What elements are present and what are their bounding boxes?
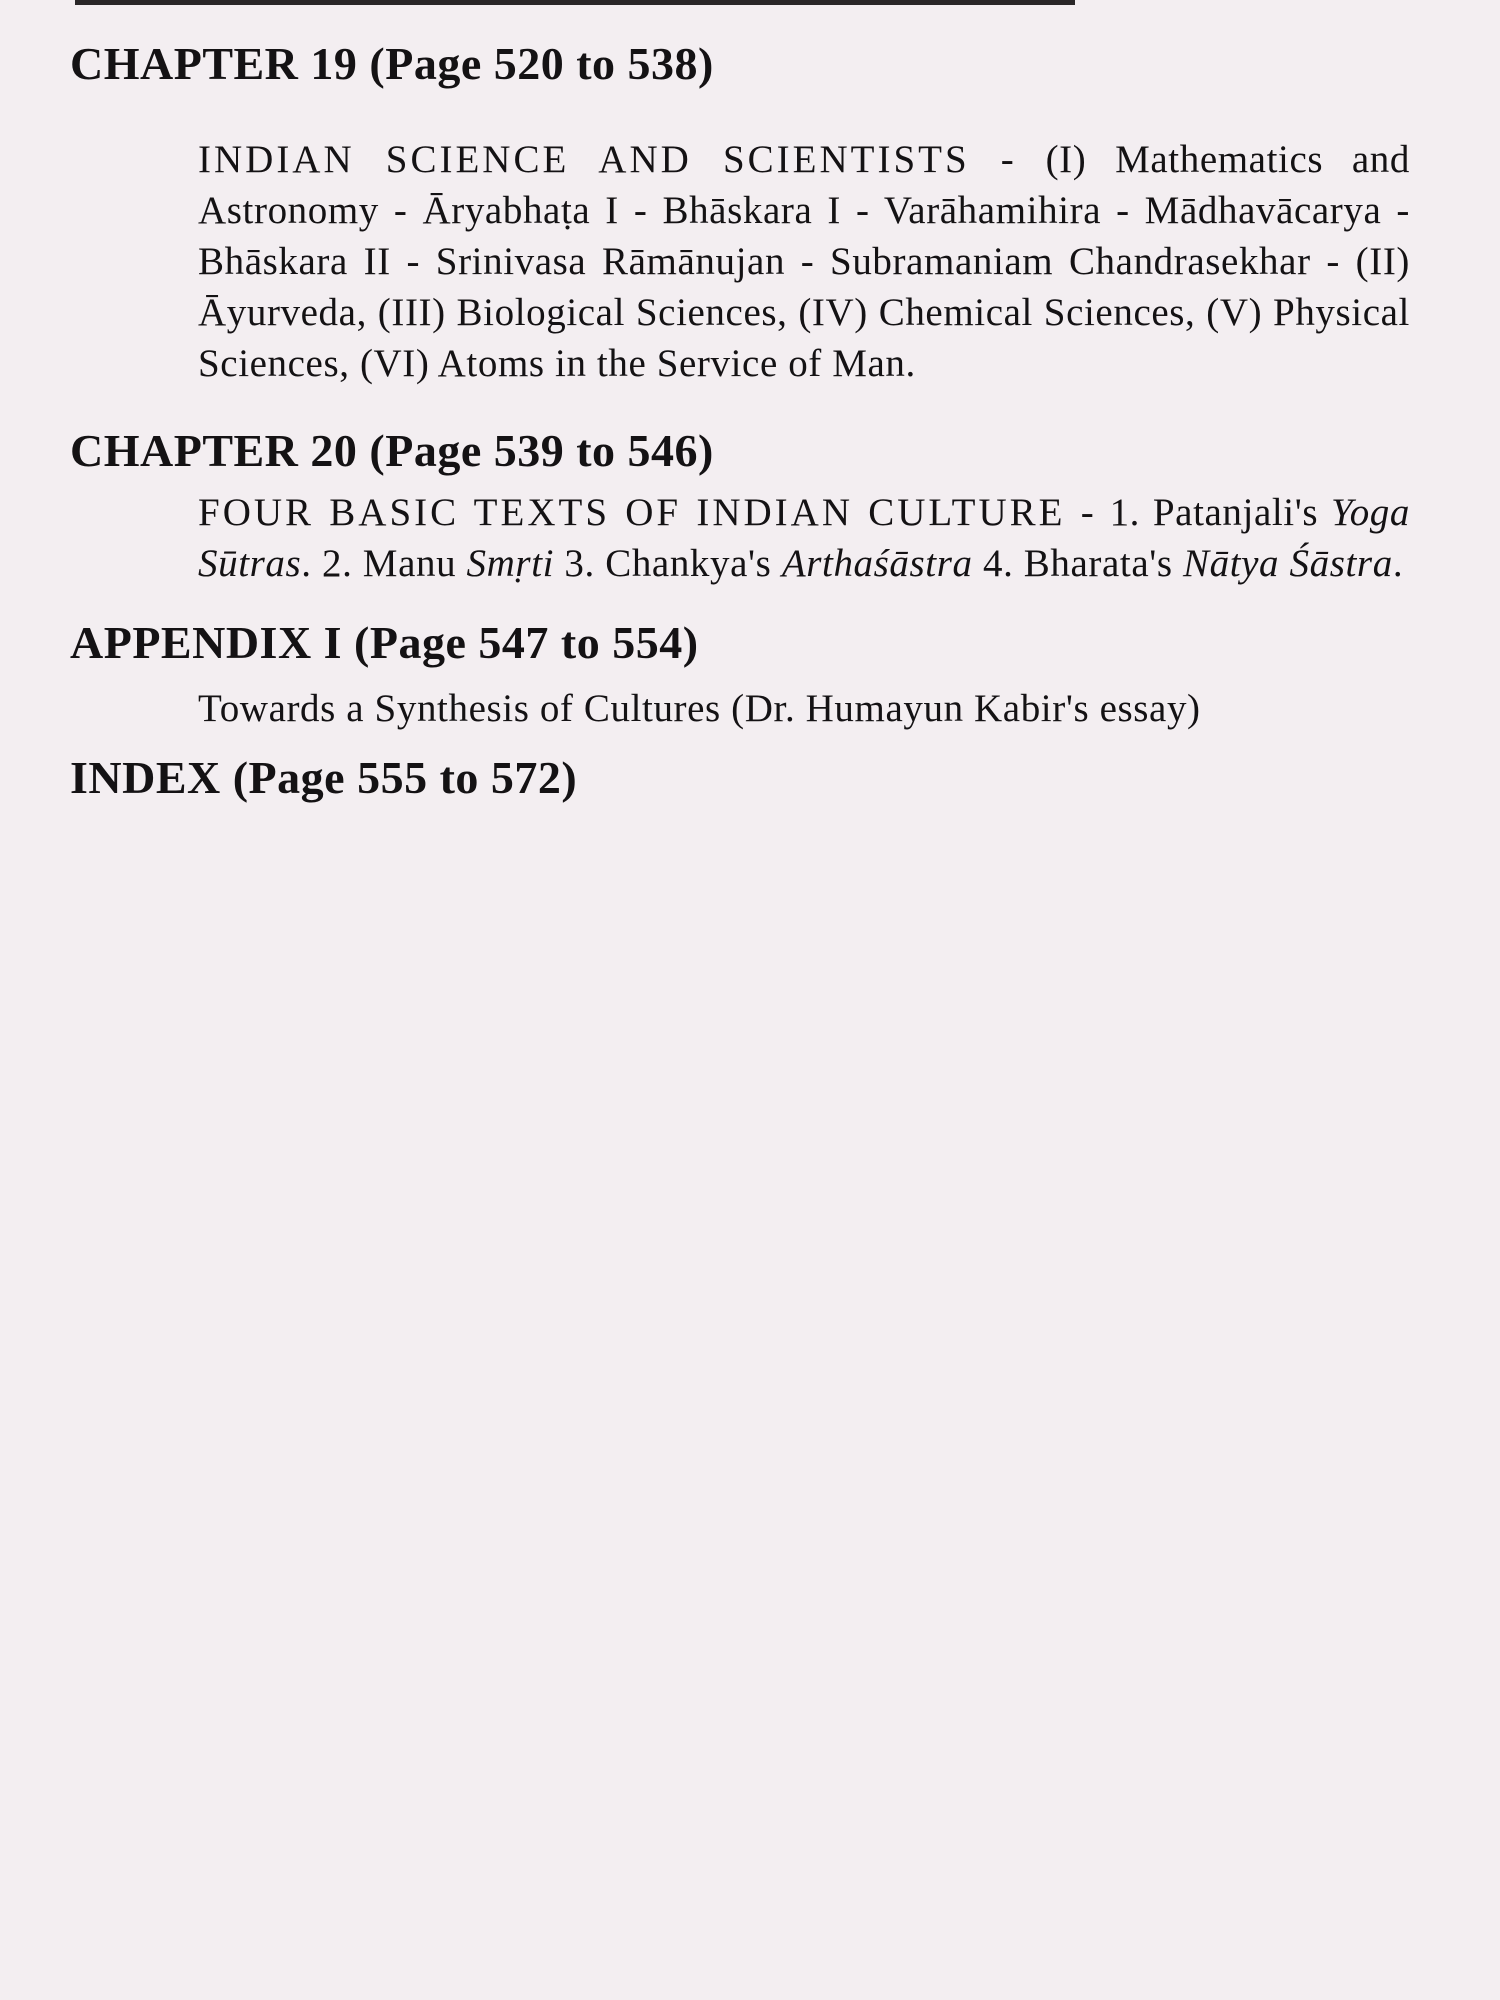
book-title: Arthaśāstra — [781, 542, 973, 585]
chapter-topic: FOUR BASIC TEXTS OF INDIAN CULTURE - — [198, 491, 1097, 534]
chapter-heading: CHAPTER 20 (Page 539 to 546) — [70, 425, 714, 476]
contents-entry-index — [70, 744, 1410, 812]
book-title: Smṛti — [466, 542, 555, 585]
text-item: . — [1392, 542, 1404, 585]
appendix-heading: APPENDIX I (Page 547 to 554) — [70, 617, 699, 668]
text-item: 4. Bharata's — [972, 542, 1183, 585]
contents-entry-chapter-20 — [70, 417, 1410, 589]
chapter-description: (I) Mathematics and Astronomy - Āryabhaṭa I - Bhāskara I - Varāhamihira - Mādhavācarya - Bhāskara II - Srinivasa Rāmānujan - Subramaniam Chandrasekhar - (II) Āyurveda, (III) Biological Sciences, (IV) Chemical Sciences, (V) Physical Sciences, (VI) Atoms in the Service of Man. — [198, 138, 1411, 385]
contents-entry-appendix-1 — [70, 609, 1410, 734]
text-item: . 2. Manu — [301, 542, 467, 585]
chapter-topic: INDIAN SCIENCE AND SCIENTISTS - — [198, 138, 1017, 181]
appendix-description: Towards a Synthesis of Cultures (Dr. Humayun Kabir's essay) — [198, 687, 1201, 730]
text-item: 3. Chankya's — [554, 542, 782, 585]
chapter-heading: CHAPTER 19 (Page 520 to 538) — [70, 38, 714, 89]
chapter-summary — [198, 487, 1410, 589]
contents-entry-chapter-19 — [70, 30, 1410, 389]
top-rule — [75, 0, 1075, 5]
contents-page — [70, 30, 1410, 812]
book-title: Yoga Sūtras — [198, 491, 1411, 585]
chapter-summary — [198, 134, 1410, 389]
book-title: Nātya Śāstra — [1183, 542, 1393, 585]
index-heading: INDEX (Page 555 to 572) — [70, 752, 578, 803]
text-item: 1. Patanjali's — [1109, 491, 1331, 534]
